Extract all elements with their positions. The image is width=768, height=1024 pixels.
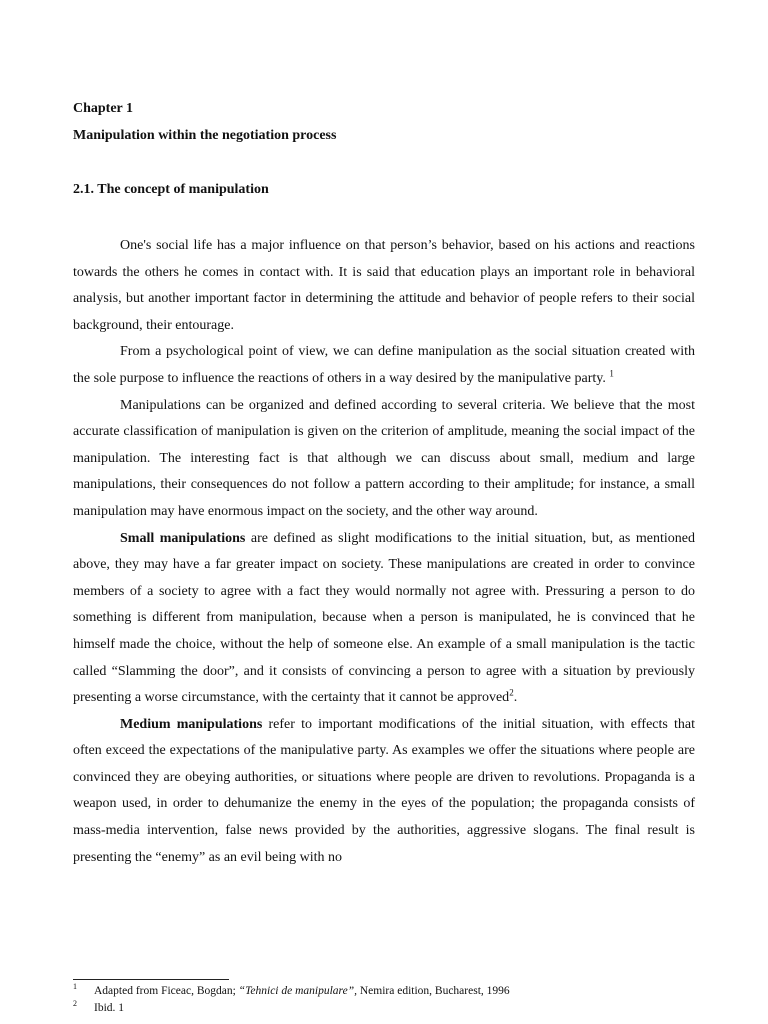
paragraph-1-text: One's social life has a major influence on that person’s behavior, based on his actions and reactions towards the others he comes in contact with. It is said that education plays an important role in behavioral analysis, but another important factor in determining the attitude and behavior of people refers to their social background, their entourage. — [73, 238, 695, 333]
chapter-title: Manipulation within the negotiation process — [73, 128, 337, 143]
body-text — [73, 233, 695, 871]
small-manipulations-term: Small manipulations — [120, 530, 246, 546]
footnote-2: 2 Ibid. 1 — [73, 999, 125, 1014]
paragraph-4-text: are defined as slight modifications to the initial situation, but, as mentioned above, they may have a far greater impact on society. These manipulations are created in order to convince members of a society to agree with a fact they would normally not agree with. Pressuring a person to do something is different from manipulation, because when a person is manipulated, he is convinced that he himself made the choice, without the help of someone else. An example of a small manipulation is the tactic called “Slamming the door”, and it consists of convincing a person to agree with a situation by previously presenting a worse circumstance, with the certainty that it cannot be approved — [73, 530, 695, 706]
footnote-ref-1: 1 — [609, 368, 614, 379]
footnote-1: 1 Adapted from Ficeac, Bogdan; “Tehnici de manipulare”, Nemira edition, Bucharest, 1996 — [73, 982, 510, 997]
paragraph-4-end: . — [513, 690, 518, 706]
chapter-label: Chapter 1 — [73, 101, 134, 116]
footnote-divider — [73, 979, 229, 980]
paragraph-2-text: From a psychological point of view, we can define manipulation as the social situation created with the sole purpose to influence the reactions of others in a way desired by the manipulative party. — [73, 344, 695, 386]
paragraph-5 — [73, 712, 695, 872]
medium-manipulations-term: Medium manipulations — [120, 716, 263, 732]
footnote-2-text: Ibid. 1 — [94, 1002, 125, 1014]
paragraph-1 — [73, 233, 695, 339]
footnote-1-text: Adapted from Ficeac, Bogdan; — [94, 985, 239, 997]
paragraph-2 — [73, 339, 695, 392]
footnote-ref-2: 2 — [509, 687, 514, 698]
section-title: 2.1. The concept of manipulation — [73, 182, 269, 197]
footnote-1-book-title: “Tehnici de manipulare”, — [238, 985, 357, 997]
paragraph-5-text: refer to important modifications of the initial situation, with effects that often exceed the expectations of the manipulative party. As examples we offer the situations where people are convinced they are obeying authorities, or situations where people are driven to revolutions. Propaganda is a weapon used, in order to dehumanize the enemy in the eyes of the population; the propaganda consists of mass-media intervention, false news provided by the authorities, aggressive slogans. The final result is presenting the “enemy” as an evil being with no — [73, 716, 695, 865]
paragraph-3 — [73, 393, 695, 526]
paragraph-4 — [73, 526, 695, 712]
footnote-1-publisher: Nemira edition, Bucharest, 1996 — [356, 985, 510, 997]
paragraph-3-text: Manipulations can be organized and defined according to several criteria. We believe that the most accurate classification of manipulation is given on the criterion of amplitude, meaning the social impact of the manipulation. The interesting fact is that although we can discuss about small, medium and large manipulations, their consequences do not follow a pattern according to their amplitude; for instance, a small manipulation may have enormous impact on the society, and the other way around. — [73, 397, 695, 519]
